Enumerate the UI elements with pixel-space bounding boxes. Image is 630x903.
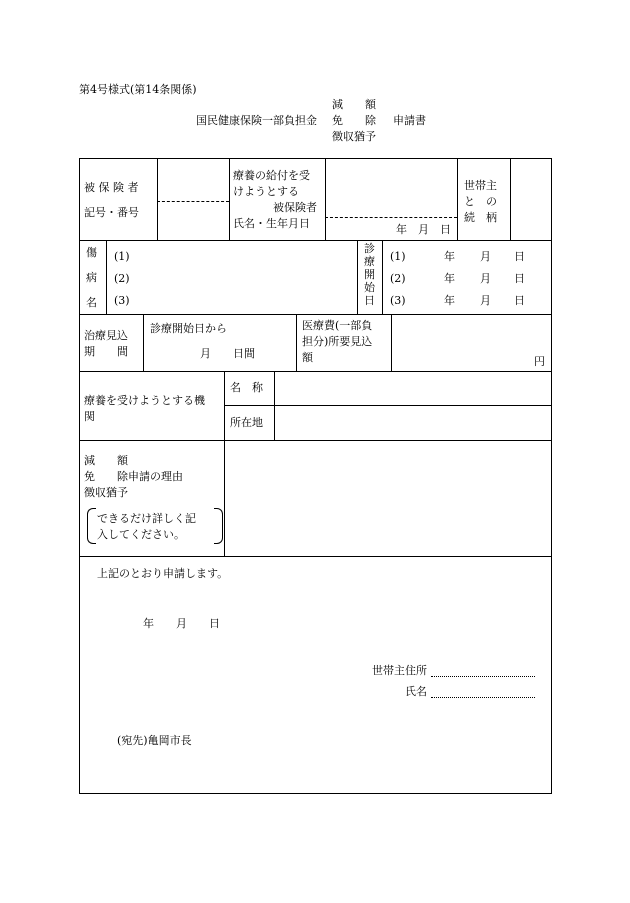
form-number: 第4号様式(第14条関係): [79, 83, 197, 96]
start-1-year: 年: [444, 250, 455, 263]
disease-item-3: (3): [114, 294, 130, 307]
institution-label-line2: 関: [84, 410, 95, 423]
col-divider-r3-1: [143, 314, 144, 371]
insured-number-divider: [157, 201, 229, 202]
row-divider-2: [79, 314, 552, 315]
start-3-month: 月: [480, 294, 491, 307]
insured-label-line1: 被 保 険 者: [84, 181, 139, 194]
recipient-label-line2: けようとする: [233, 185, 299, 198]
head-name-line: [431, 697, 535, 698]
start-1-day: 日: [514, 250, 525, 263]
note-bracket-right: [214, 508, 223, 544]
col-divider-r3-3: [391, 314, 392, 371]
start-3-year: 年: [444, 294, 455, 307]
institution-label-line1: 療養を受けようとする機: [84, 394, 205, 407]
start-label-char-3: 開: [364, 268, 375, 281]
disease-label-char-2: 病: [86, 271, 97, 284]
col-divider-r4-2: [274, 371, 275, 440]
start-item-2: (2): [390, 272, 406, 285]
addressee: (宛先)亀岡市長: [117, 734, 192, 747]
cost-label-line3: 額: [302, 351, 313, 364]
note-line1: できるだけ詳しく記: [97, 512, 196, 525]
start-label-char-1: 診: [364, 242, 375, 255]
start-item-3: (3): [390, 294, 406, 307]
disease-item-2: (2): [114, 272, 130, 285]
col-divider-r1-3: [325, 158, 326, 240]
period-units: 月 日間: [200, 347, 255, 360]
title-suffix: 申請書: [393, 114, 426, 127]
start-label-char-5: 日: [364, 294, 375, 307]
head-address-line: [431, 676, 535, 677]
row-divider-1: [79, 240, 552, 241]
title-option-deferral: 徴収猶予: [332, 130, 376, 143]
birth-date-placeholder: 年 月 日: [396, 223, 451, 236]
start-label-char-2: 療: [364, 255, 375, 268]
head-name-label: 氏名: [405, 685, 427, 698]
title-option-reduction: 減 額: [332, 98, 376, 111]
head-address-label: 世帯主住所: [372, 664, 427, 677]
start-2-day: 日: [514, 272, 525, 285]
col-divider-r3-2: [296, 314, 297, 371]
recipient-label-line1: 療養の給付を受: [233, 169, 310, 182]
col-divider-r2-2: [357, 240, 358, 314]
start-1-month: 月: [480, 250, 491, 263]
insured-label-line2: 記号・番号: [84, 206, 139, 219]
date-line: 年 月 日: [143, 617, 220, 630]
recipient-label-line3: 被保険者: [273, 201, 317, 214]
start-item-1: (1): [390, 250, 406, 263]
row-divider-5: [79, 556, 552, 557]
birth-date-divider: [325, 217, 457, 218]
disease-item-1: (1): [114, 250, 130, 263]
reason-line1: 減 額: [84, 454, 128, 467]
disease-label-char-3: 名: [86, 296, 97, 309]
start-3-day: 日: [514, 294, 525, 307]
disease-label-char-1: 傷: [86, 246, 97, 259]
start-label-char-4: 始: [364, 281, 375, 294]
col-divider-r1-5: [510, 158, 511, 240]
cost-label-line1: 医療費(一部負: [302, 319, 373, 332]
col-divider-r2-1: [106, 240, 107, 314]
note-bracket-left: [87, 508, 96, 544]
recipient-label-line4: 氏名・生年月日: [233, 217, 310, 230]
col-divider-r1-4: [457, 158, 458, 240]
period-label-line1: 治療見込: [84, 329, 128, 342]
row-divider-3: [79, 371, 552, 372]
reason-line3: 徴収猶予: [84, 486, 128, 499]
title-prefix: 国民健康保険一部負担金: [196, 114, 317, 127]
reason-line2: 免 除申請の理由: [84, 470, 183, 483]
head-relation-line3: 続 柄: [464, 211, 497, 224]
period-from: 診療開始日から: [150, 322, 227, 335]
note-line2: 入してください。: [97, 528, 185, 541]
institution-address-label: 所在地: [230, 416, 263, 429]
col-divider-r1-1: [157, 158, 158, 240]
title-option-exemption: 免 除: [332, 114, 376, 127]
col-divider-r4-1: [224, 371, 225, 556]
col-divider-r1-2: [229, 158, 230, 240]
statement: 上記のとおり申請します。: [97, 567, 229, 580]
cost-label-line2: 担分)所要見込: [302, 335, 373, 348]
head-relation-line2: と の: [464, 195, 497, 208]
start-2-year: 年: [444, 272, 455, 285]
institution-name-label: 名 称: [230, 381, 263, 394]
head-relation-line1: 世帯主: [464, 179, 497, 192]
start-2-month: 月: [480, 272, 491, 285]
period-label-line2: 期 間: [84, 345, 128, 358]
row-divider-4: [79, 440, 552, 441]
col-divider-r2-3: [382, 240, 383, 314]
currency-unit: 円: [534, 355, 545, 368]
